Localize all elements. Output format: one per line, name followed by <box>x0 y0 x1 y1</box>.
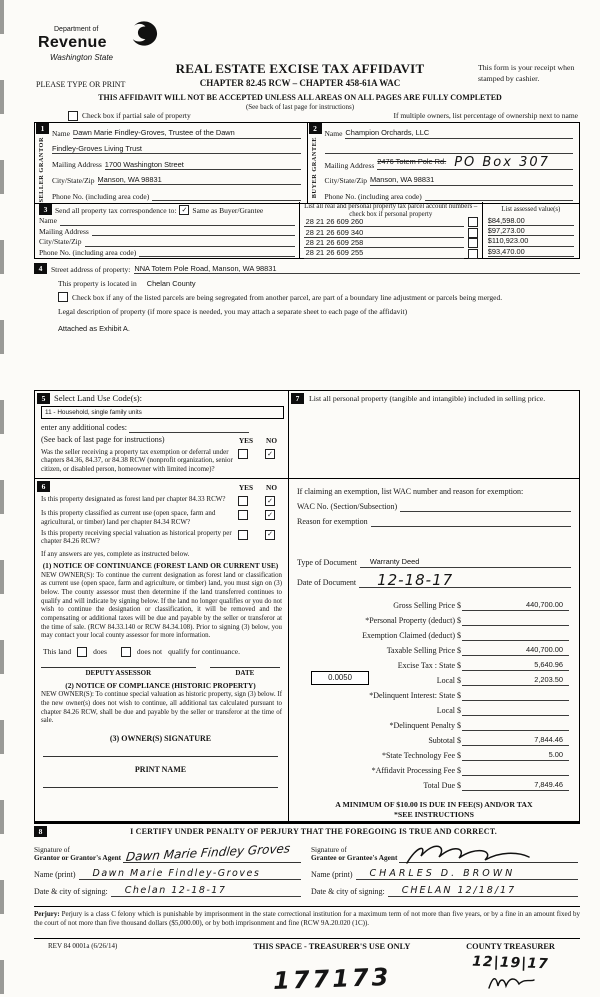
buyer-phone-label: Phone No. (including area code) <box>324 191 422 201</box>
treasurer-initials-scribble <box>485 974 537 992</box>
doc-type-label: Type of Document <box>297 558 357 567</box>
fee-amount-value: 5,640.96 <box>534 659 563 669</box>
fee-amount-value: 5.00 <box>548 749 563 759</box>
yes-header: YES <box>238 435 254 445</box>
dollar-sign: $ <box>457 706 461 715</box>
seller-grantor-side-label: SELLER GRANTOR <box>38 137 46 203</box>
legal-description-value[interactable]: Attached as Exhibit A. <box>58 323 130 333</box>
parcel-row <box>304 238 478 248</box>
grantor-signature: Dawn Marie Findley Groves <box>125 841 292 864</box>
receipt-note: This form is your receipt when stamped by cashier. <box>478 63 575 83</box>
question-yes-checkbox[interactable] <box>238 530 248 540</box>
fee-row <box>297 746 571 761</box>
fee-row <box>297 701 571 716</box>
section-3-number: 3 <box>39 204 52 215</box>
grantee-sig-label-2: Grantee or Grantee's Agent <box>311 853 398 863</box>
assessed-value-row <box>488 247 574 257</box>
certification-section <box>34 822 580 910</box>
located-in-label: This property is located in <box>58 278 137 288</box>
fee-amount-field[interactable] <box>462 778 569 791</box>
fee-amount-field[interactable] <box>462 598 569 611</box>
deferral-no-checkbox[interactable]: ✓ <box>265 449 275 459</box>
middle-two-column-area <box>34 390 580 822</box>
section-7-number: 7 <box>291 393 304 404</box>
does-not-checkbox[interactable] <box>121 647 131 657</box>
personal-property-section <box>289 391 579 479</box>
fee-amount-field[interactable] <box>462 613 569 626</box>
logo-dept-text: Department of <box>54 26 99 33</box>
does-checkbox[interactable] <box>77 647 87 657</box>
parcel-number[interactable]: 28 21 26 609 258 <box>304 238 464 248</box>
dollar-sign: $ <box>457 751 461 760</box>
grantee-name-print-value: CHARLES D. BROWN <box>369 868 516 880</box>
same-as-buyer-label: Same as Buyer/Grantee <box>192 206 264 216</box>
dollar-sign: $ <box>457 736 461 745</box>
perjury-label: Perjury: <box>34 910 60 918</box>
fee-amount-value: 2,203.50 <box>534 674 563 684</box>
question-yes-checkbox[interactable] <box>238 496 248 506</box>
buyer-grantee-side-label: BUYER GRANTEE <box>310 137 318 199</box>
question-no-checkbox[interactable]: ✓ <box>265 510 275 520</box>
assessed-value[interactable]: $93,470.00 <box>488 247 574 257</box>
buyer-mailing-field[interactable] <box>377 153 573 170</box>
classification-question-row <box>41 509 284 526</box>
fee-row <box>297 731 571 746</box>
grantor-sig-label-1: Signature of <box>34 844 70 854</box>
revenue-swirl-icon <box>130 20 158 47</box>
deferral-yes-checkbox[interactable] <box>238 449 248 459</box>
deputy-assessor-signature-line[interactable]: DEPUTY ASSESSOR <box>41 667 196 678</box>
seller-name-field-line2[interactable]: Findley-Groves Living Trust <box>52 144 301 154</box>
parcel-number[interactable]: 28 21 26 609 340 <box>304 228 464 238</box>
parcel-number[interactable]: 28 21 26 609 255 <box>304 248 464 258</box>
fee-label: *State Technology Fee <box>381 751 455 760</box>
fee-label: Exemption Claimed (deduct) <box>362 631 455 640</box>
if-yes-note: If any answers are yes, complete as instructed below. <box>41 549 190 558</box>
grantor-name-print-label: Name (print) <box>34 870 76 879</box>
notice-compliance-title: (2) NOTICE OF COMPLIANCE (HISTORIC PROPERTY) <box>65 680 256 690</box>
deferral-question: Was the seller receiving a property tax exemption or deferral under chapters 84.36, 84.37, or 84.38 RCW (nonprofit organization, senior citizen, or disabled person, homeowner with limited income)? <box>41 448 233 473</box>
personal-property-label: List all personal property (tangible and intangible) included in selling price. <box>309 394 546 403</box>
fee-amount-field[interactable] <box>462 643 569 656</box>
fee-amount-value: 440,700.00 <box>526 599 563 609</box>
assessed-value-row <box>488 215 574 225</box>
question-no-checkbox[interactable]: ✓ <box>265 496 275 506</box>
exemption-area <box>289 479 579 820</box>
correspondence-field[interactable] <box>85 246 295 247</box>
assessed-value[interactable]: $97,273.00 <box>488 226 574 236</box>
logo-revenue-text: Revenue <box>38 33 107 51</box>
doc-type-value: Warranty Deed <box>369 557 420 566</box>
additional-codes-label: enter any additional codes: <box>41 423 127 432</box>
question-no-checkbox[interactable]: ✓ <box>265 530 275 540</box>
grantee-name-print-field[interactable] <box>356 866 578 880</box>
grantee-signature-block <box>311 839 580 897</box>
grantor-date-city-value: Chelan 12-18-17 <box>124 885 227 897</box>
wac-label: WAC No. (Section/Subsection) <box>297 502 398 511</box>
fee-amount-field[interactable] <box>462 673 569 686</box>
section-5-number: 5 <box>37 393 50 404</box>
question-yes-checkbox[interactable] <box>238 510 248 520</box>
multiple-owners-note: If multiple owners, list percentage of ownership next to name <box>393 111 578 121</box>
section-6-number: 6 <box>37 481 50 492</box>
grantor-date-city-field[interactable] <box>111 883 301 897</box>
print-name-line[interactable] <box>43 787 278 788</box>
grantee-signature-scribble <box>403 844 533 866</box>
fee-row <box>297 596 571 611</box>
treasurer-space-label: THIS SPACE - TREASURER'S USE ONLY <box>253 942 411 951</box>
grantor-name-print-field[interactable] <box>79 866 301 880</box>
fee-label: *Delinquent Interest: State <box>369 691 455 700</box>
fee-label: Excise Tax : State <box>397 661 455 670</box>
seller-phone-field[interactable] <box>152 200 300 201</box>
fee-amount-field[interactable] <box>462 748 569 761</box>
form-subtitle: CHAPTER 82.45 RCW – CHAPTER 458-61A WAC <box>199 78 401 88</box>
parcel-number[interactable]: 28 21 26 609 260 <box>304 217 464 227</box>
grantee-date-city-field[interactable] <box>388 883 578 897</box>
personal-property-checkbox[interactable] <box>468 238 478 248</box>
dollar-sign: $ <box>457 721 461 730</box>
fee-amount-field[interactable] <box>462 688 569 701</box>
field-label: Name <box>39 216 57 226</box>
fee-label: *Delinquent Penalty <box>389 721 455 730</box>
fee-row <box>297 611 571 626</box>
fee-amount-field[interactable] <box>462 763 569 776</box>
does-label: does <box>93 647 107 657</box>
grantor-sig-label-2: Grantor or Grantor's Agent <box>34 853 122 863</box>
fee-amount-field[interactable] <box>462 718 569 731</box>
wac-field[interactable] <box>400 511 571 512</box>
fee-row <box>297 671 571 686</box>
seller-mailing-label: Mailing Address <box>52 160 102 170</box>
handwritten-doc-date: 12-18-17 <box>377 571 454 590</box>
seller-city-field[interactable]: Manson, WA 98831 <box>98 175 301 185</box>
fee-row <box>297 686 571 701</box>
dollar-sign: $ <box>457 781 461 790</box>
warning-line: THIS AFFIDAVIT WILL NOT BE ACCEPTED UNLESS ALL AREAS ON ALL PAGES ARE FULLY COMPLETED <box>98 93 502 102</box>
parcel-header: List all real and personal property tax parcel account numbers – check box if personal property <box>304 203 478 218</box>
no-header: NO <box>266 435 277 445</box>
revenue-logo <box>38 26 168 63</box>
partial-sale-label: Check box if partial sale of property <box>82 111 191 121</box>
dollar-sign: $ <box>457 616 461 625</box>
same-as-buyer-checkbox[interactable]: ✓ <box>179 205 189 215</box>
owners-signature-line[interactable] <box>43 756 278 757</box>
correspondence-field[interactable] <box>92 235 295 236</box>
fee-row <box>297 761 571 776</box>
personal-property-checkbox[interactable] <box>468 249 478 259</box>
seller-city-label: City/State/Zip <box>52 176 95 185</box>
field-label: Mailing Address <box>39 226 89 236</box>
grantee-sig-label-1: Signature of <box>311 844 347 854</box>
street-address-field[interactable]: NNA Totem Pole Road, Manson, WA 98831 <box>134 264 580 274</box>
classification-question-row <box>41 495 284 506</box>
fee-amount-field[interactable] <box>462 628 569 641</box>
exemption-intro: If claiming an exemption, list WAC number and reason for exemption: <box>297 487 524 496</box>
tax-correspondence-section <box>34 202 580 259</box>
fee-label: Total Due <box>423 781 455 790</box>
assessor-date-line[interactable]: DATE <box>210 667 280 678</box>
local-rate-box[interactable]: 0.0050 <box>311 671 369 685</box>
partial-sale-checkbox[interactable] <box>68 111 78 121</box>
county-field[interactable]: Chelan County <box>146 278 196 288</box>
fee-row <box>297 776 571 791</box>
notice-continuance-title: (1) NOTICE OF CONTINUANCE (FOREST LAND OR CURRENT USE) <box>42 561 279 571</box>
legal-description-label: Legal description of property (if more space is needed, you may attach a separate sheet to each page of the affidavit) <box>58 306 408 316</box>
property-address-section <box>34 260 580 333</box>
buyer-mailing-label: Mailing Address <box>324 160 375 170</box>
scan-edge-artifact <box>0 0 4 997</box>
section-4-number: 4 <box>34 263 47 274</box>
dollar-sign: $ <box>457 766 461 775</box>
assessed-value-row <box>488 226 574 236</box>
personal-property-checkbox[interactable] <box>468 217 478 227</box>
print-name-label: PRINT NAME <box>134 764 187 774</box>
seller-section <box>35 123 307 203</box>
dollar-sign: $ <box>457 661 461 670</box>
dollar-sign: $ <box>457 646 461 655</box>
land-use-section <box>35 391 288 479</box>
parcel-row <box>304 217 478 227</box>
seller-name-field[interactable]: Dawn Marie Findley-Groves, Trustee of the Dawn <box>73 128 301 138</box>
street-address-label: Street address of property: <box>51 264 131 274</box>
qualify-label: qualify for continuance. <box>168 647 240 657</box>
seller-phone-label: Phone No. (including area code) <box>52 191 150 201</box>
correspondence-field[interactable] <box>60 225 295 226</box>
field-label: City/State/Zip <box>39 237 82 247</box>
reason-field[interactable] <box>371 526 571 527</box>
yes-header-2: YES <box>238 483 254 492</box>
grantee-date-city-value: CHELAN 12/18/17 <box>401 885 517 897</box>
owners-signature-label: (3) OWNER(S) SIGNATURE <box>109 733 212 743</box>
logo-state-text: Washington State <box>50 52 114 62</box>
field-label: Phone No. (including area code) <box>39 247 137 257</box>
buyer-name-field[interactable]: Champion Orchards, LLC <box>345 128 573 138</box>
correspondence-field[interactable] <box>139 256 294 257</box>
grantor-signature-block <box>34 839 311 897</box>
county-treasurer-label: COUNTY TREASURER <box>466 942 555 951</box>
classification-question-row <box>41 529 284 546</box>
parties-box <box>34 122 580 204</box>
doc-date-label: Date of Document <box>297 578 357 587</box>
dollar-sign: $ <box>457 631 461 640</box>
this-land-label: This land <box>43 647 72 657</box>
see-instructions-note: *SEE INSTRUCTIONS <box>394 810 474 820</box>
question-text: Is this property receiving special valuation as historical property per chapter 84.26 RCW? <box>41 528 232 546</box>
grantor-signature-field[interactable] <box>123 838 301 863</box>
land-use-title: Select Land Use Code(s): <box>54 393 143 404</box>
additional-codes-field[interactable] <box>129 432 249 433</box>
dollar-sign: $ <box>457 691 461 700</box>
treasurer-stamp-date: 12|19|17 <box>471 954 550 973</box>
section-2-number: 2 <box>309 123 322 134</box>
minimum-due-note: A MINIMUM OF $10.00 IS DUE IN FEE(S) AND/OR TAX <box>335 800 533 809</box>
fee-row <box>297 641 571 656</box>
see-back-note-2: (See back of last page for instructions) <box>41 435 165 444</box>
segregated-checkbox[interactable] <box>58 292 68 302</box>
footer-row <box>34 938 580 995</box>
section-1-number: 1 <box>36 123 49 134</box>
form-revision-number: REV 84 0001a (6/26/14) <box>48 942 118 950</box>
fee-label: Gross Selling Price <box>393 601 455 610</box>
does-not-label: does not <box>136 647 163 657</box>
form-title: REAL ESTATE EXCISE TAX AFFIDAVIT <box>175 61 425 76</box>
no-header-2: NO <box>266 483 277 492</box>
please-type-label: PLEASE TYPE OR PRINT <box>36 80 126 89</box>
grantee-date-city-label: Date & city of signing: <box>311 887 385 896</box>
seller-name-label: Name <box>52 129 70 139</box>
dollar-sign: $ <box>457 601 461 610</box>
question-text: Is this property designated as forest land per chapter 84.33 RCW? <box>41 495 226 504</box>
assessed-value-row <box>488 236 574 246</box>
notice-continuance-body: NEW OWNER(S): To continue the current designation as forest land or classification as current use (open space, farm and agriculture, or timber) land, you must sign on (3) below. The county assessor must then determine if the land transferred continues to qualify and will indicate by signing below. If the land no longer qualifies or you do not wish to continue the designation or classification, it will be removed and the compensating or additional taxes will be due and payable by the seller or transferor at the time of sale. (RCW 84.33.140 or RCW 84.34.108). Prior to signing (3) below, you may contact your local county assessor for more information. <box>41 571 282 640</box>
grantor-date-city-label: Date & city of signing: <box>34 887 108 896</box>
handwritten-po-box: PO Box 307 <box>454 154 550 170</box>
perjury-notice <box>34 906 580 928</box>
parcel-row <box>304 248 478 258</box>
fee-amount-field[interactable] <box>462 703 569 716</box>
assessed-header: List assessed value(s) <box>501 206 561 213</box>
fee-label: Taxable Selling Price <box>386 646 455 655</box>
see-back-note: (See back of last page for instructions) <box>245 103 355 111</box>
doc-type-field[interactable] <box>360 557 571 568</box>
section-8-number: 8 <box>34 826 47 837</box>
perjury-text: Perjury is a class C felony which is punishable by imprisonment in the state correctional institution for a maximum term of not more than five years, or by a fine in an amount fixed by the court of not more than five thousand dollars ($5,000.00), or by both imprisonment and fine (RCW 9A.20.020 (1C)). <box>34 910 581 928</box>
assessed-value[interactable]: $110,923.00 <box>488 236 574 246</box>
treasurer-stamp-number: 177173 <box>272 963 392 996</box>
fee-amount-field[interactable] <box>462 733 569 746</box>
notice-compliance-body: NEW OWNER(S): To continue special valuation as historic property, sign (3) below. If the new owner(s) does not wish to continue, all additional tax calculated pursuant to chapter 84.26 RCW, shall be due and payable by the seller or transferor at the time of sale. <box>41 691 282 725</box>
grantee-name-print-label: Name (print) <box>311 870 353 879</box>
question-text: Is this property classified as current use (open space, farm and agricultural, or timber) land per chapter 84.34 RCW? <box>41 509 216 526</box>
fee-amount-value: 7,844.46 <box>534 734 563 744</box>
buyer-phone-field[interactable] <box>425 200 573 201</box>
fee-row <box>297 626 571 641</box>
buyer-city-field[interactable]: Manson, WA 98831 <box>370 175 573 185</box>
fee-label: *Personal Property (deduct) <box>365 616 455 625</box>
buyer-city-label: City/State/Zip <box>324 176 367 186</box>
struck-address: 2476 Totem Pole Rd. <box>377 156 447 166</box>
fee-row <box>297 656 571 671</box>
correspondence-label: Send all property tax correspondence to: <box>55 206 177 216</box>
fee-row <box>297 716 571 731</box>
forest-land-section <box>35 479 288 821</box>
fee-amount-field[interactable] <box>462 658 569 671</box>
doc-date-field[interactable] <box>359 573 571 588</box>
personal-property-checkbox[interactable] <box>468 228 478 238</box>
buyer-name-label: Name <box>324 129 343 139</box>
fee-label: Local <box>436 676 455 685</box>
fee-amount-value: 7,849.46 <box>534 779 563 789</box>
parcel-row <box>304 227 478 237</box>
fee-amount-value: 440,700.00 <box>526 644 563 654</box>
certify-statement: I CERTIFY UNDER PENALTY OF PERJURY THAT THE FOREGOING IS TRUE AND CORRECT. <box>130 826 497 836</box>
land-use-select[interactable]: 11 - Household, single family units <box>41 406 284 419</box>
buyer-section <box>307 123 580 203</box>
grantee-signature-field[interactable] <box>399 838 578 863</box>
grantor-name-print-value: Dawn Marie Findley-Groves <box>92 868 261 880</box>
reason-label: Reason for exemption <box>297 517 368 526</box>
fee-label: *Affidavit Processing Fee <box>371 766 455 775</box>
segregated-label: Check box if any of the listed parcels are being segregated from another parcel, are part of a boundary line adjustment or parcels being merged. <box>72 292 503 302</box>
assessed-value[interactable]: $84,598.00 <box>488 216 574 226</box>
fee-label: Local <box>436 706 455 715</box>
fee-label: Subtotal <box>428 736 455 745</box>
seller-mailing-field[interactable]: 1700 Washington Street <box>105 160 301 170</box>
dollar-sign: $ <box>457 676 461 685</box>
